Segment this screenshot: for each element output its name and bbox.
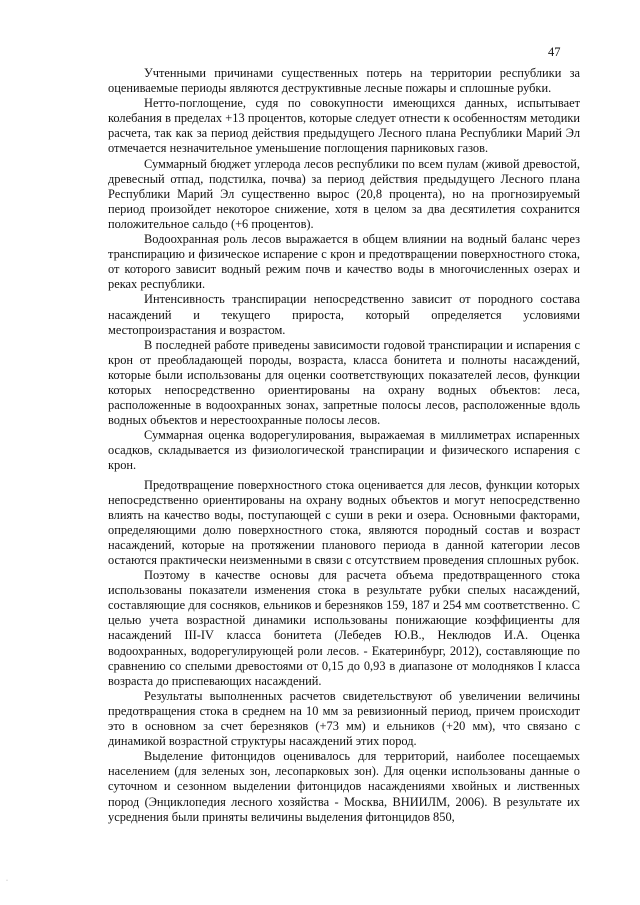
paragraph-5: Интенсивность транспирации непосредственно зависит от породного состава насаждений и текущего прироста, который определяется условиями местопроизрастания и возрастом. — [108, 292, 580, 337]
paragraph-3: Суммарный бюджет углерода лесов республики по всем пулам (живой древостой, древесный отпад, подстилка, почва) за период действия предыдущего Лесного плана Республики Марий Эл существенно вырос (20,8 процента), но на прогнозируемый период произойдет некоторое снижение, хотя в целом за два десятилетия сохранится положительное сальдо (+6 процентов). — [108, 156, 580, 231]
paragraph-10: Результаты выполненных расчетов свидетельствуют об увеличении величины предотвращения стока в среднем на 10 мм за ревизионный период, причем происходит это в основном за счет березняков (+73 мм) и ельников (+20 мм), что связано с динамикой возрастной структуры насаждений этих пород. — [108, 688, 580, 749]
paragraph-7: Суммарная оценка водорегулирования, выражаемая в миллиметрах испаренных осадков, складывается из физиологической транспирации и физического испарения с крон. — [108, 428, 580, 473]
margin-mark: · — [6, 878, 8, 884]
paragraph-6: В последней работе приведены зависимости годовой транспирации и испарения с крон от преобладающей породы, возраста, класса бонитета и полноты насаждений, которые были использованы для оценки соответствующих показателей лесов, функции которых непосредственно ориентированы на охрану водных объектов: леса, расположенные в водоохранных зонах, запретные полосы лесов, расположенные вдоль водных объектов и нерестоохранные полосы лесов. — [108, 337, 580, 428]
paragraph-4: Водоохранная роль лесов выражается в общем влиянии на водный баланс через транспирацию и физическое испарение с крон и предотвращении поверхностного стока, от которого зависит водный режим почв и качество воды в многочисленных озерах и реках республики. — [108, 232, 580, 292]
document-body — [108, 66, 580, 825]
paragraph-1: Учтенными причинами существенных потерь на территории республики за оцениваемые периоды являются деструктивные лесные пожары и сплошные рубки. — [108, 66, 580, 96]
paragraph-8: Предотвращение поверхностного стока оценивается для лесов, функции которых непосредственно ориентированы на охрану водных объектов и могут непосредственно влиять на качество воды, поступающей с суши в реки и озера. Основными факторами, определяющими долю поверхностного стока, являются породный состав и возраст насаждений, которые на протяжении планового периода в данной категории лесов остаются практически неизменными в связи с отсутствием проведения сплошных рубок. — [108, 477, 580, 567]
paragraph-9: Поэтому в качестве основы для расчета объема предотвращенного стока использованы показатели изменения стока в результате рубки спелых насаждений, составляющие для сосняков, ельников и березняков 159, 187 и 254 мм соответственно. С целью учета возрастной динамики использованы понижающие коэффициенты для насаждений III-IV класса бонитета (Лебедев Ю.В., Неклюдов И.А. Оценка водоохранных, водорегулирующей роли лесов. - Екатеринбург, 2012), составляющие по сравнению со спелыми древостоями от 0,15 до 0,93 в диапазоне от молодняков I класса возраста до приспевающих насаждений. — [108, 568, 580, 688]
paragraph-11: Выделение фитонцидов оценивалось для территорий, наиболее посещаемых населением (для зеленых зон, лесопарковых зон). Для оценки использованы данные о суточном и сезонном выделении фитонцидов насаждениями хвойных и лиственных пород (Энциклопедия лесного хозяйства - Москва, ВНИИЛМ, 2006). В результате их усреднения были приняты величины выделения фитонцидов 850, — [108, 749, 580, 824]
paragraph-2: Нетто-поглощение, судя по совокупности имеющихся данных, испытывает колебания в пределах +13 процентов, которые следует отнести к особенностям методики расчета, так как за период действия предыдущего Лесного плана Республики Марий Эл отмечается незначительное уменьшение поглощения парниковых газов. — [108, 96, 580, 156]
page-number: 47 — [548, 45, 561, 59]
